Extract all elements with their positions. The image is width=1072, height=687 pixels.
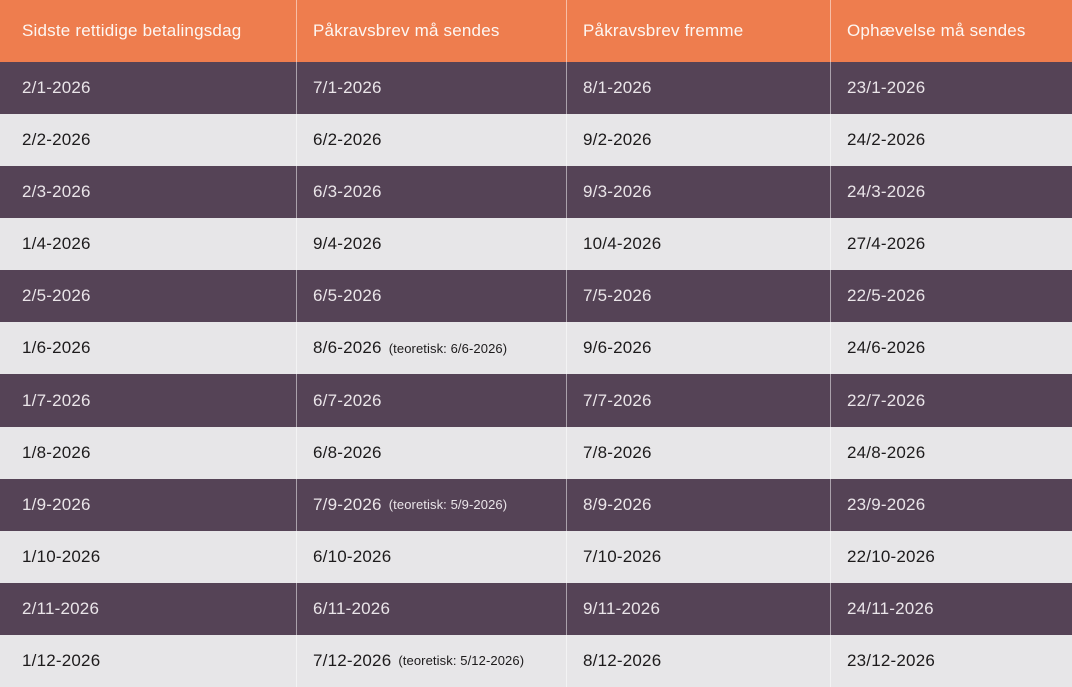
cell-paakravsbrev-fremme: 7/8-2026 — [566, 427, 830, 479]
cell-paakravsbrev-fremme: 7/7-2026 — [566, 374, 830, 426]
cell-paakravsbrev-sendes — [296, 322, 566, 374]
cell-betalingsdag: 2/2-2026 — [22, 130, 91, 150]
cell-note: (teoretisk: 6/6-2026) — [388, 340, 508, 356]
cell-date: 7/1-2026 — [313, 78, 382, 98]
table-row — [0, 62, 1072, 114]
cell-date: 6/10-2026 — [313, 546, 392, 566]
cell-date: 7/12-2026 — [313, 650, 392, 670]
cell-paakravsbrev-fremme: 7/10-2026 — [566, 531, 830, 583]
table-row — [0, 635, 1072, 687]
column-header-ophaevelse-maa-sendes: Ophævelse må sendes — [830, 0, 1072, 62]
cell-ophaevelse: 24/3-2026 — [830, 166, 1072, 218]
cell-paakravsbrev-sendes — [296, 531, 566, 583]
cell-betalingsdag: 2/5-2026 — [22, 286, 91, 306]
cell-paakravsbrev-sendes — [296, 479, 566, 531]
cell-paakravsbrev-fremme: 8/1-2026 — [566, 62, 830, 114]
table-row — [0, 583, 1072, 635]
cell-ophaevelse: 27/4-2026 — [830, 218, 1072, 270]
cell-betalingsdag: 1/9-2026 — [22, 494, 91, 514]
table-row — [0, 479, 1072, 531]
cell-betalingsdag: 1/4-2026 — [22, 234, 91, 254]
cell-paakravsbrev-fremme: 9/6-2026 — [566, 322, 830, 374]
cell-betalingsdag: 2/3-2026 — [22, 182, 91, 202]
cell-paakravsbrev-fremme: 8/9-2026 — [566, 479, 830, 531]
cell-betalingsdag: 2/11-2026 — [22, 598, 100, 618]
cell-paakravsbrev-fremme: 9/3-2026 — [566, 166, 830, 218]
table-row — [0, 322, 1072, 374]
cell-paakravsbrev-fremme: 8/12-2026 — [566, 635, 830, 687]
cell-ophaevelse: 23/9-2026 — [830, 479, 1072, 531]
cell-paakravsbrev-sendes — [296, 427, 566, 479]
cell-ophaevelse: 23/12-2026 — [830, 635, 1072, 687]
table-row — [0, 166, 1072, 218]
cell-note: (teoretisk: 5/12-2026) — [398, 653, 525, 669]
cell-paakravsbrev-sendes — [296, 166, 566, 218]
table-row — [0, 531, 1072, 583]
cell-betalingsdag: 1/8-2026 — [22, 442, 91, 462]
cell-date: 6/8-2026 — [313, 442, 382, 462]
cell-paakravsbrev-sendes — [296, 583, 566, 635]
cell-ophaevelse: 22/7-2026 — [830, 374, 1072, 426]
cell-date: 6/3-2026 — [313, 182, 382, 202]
cell-paakravsbrev-sendes — [296, 218, 566, 270]
cell-ophaevelse: 23/1-2026 — [830, 62, 1072, 114]
table-row — [0, 114, 1072, 166]
table-row — [0, 427, 1072, 479]
cell-paakravsbrev-sendes — [296, 635, 566, 687]
table-row — [0, 218, 1072, 270]
cell-ophaevelse: 22/5-2026 — [830, 270, 1072, 322]
cell-ophaevelse: 24/11-2026 — [830, 583, 1072, 635]
cell-paakravsbrev-fremme: 10/4-2026 — [566, 218, 830, 270]
cell-betalingsdag: 1/7-2026 — [22, 390, 91, 410]
cell-date: 7/9-2026 — [313, 494, 382, 514]
table-header-row — [0, 0, 1072, 62]
cell-ophaevelse: 22/10-2026 — [830, 531, 1072, 583]
cell-betalingsdag: 1/12-2026 — [22, 650, 101, 670]
cell-paakravsbrev-fremme: 7/5-2026 — [566, 270, 830, 322]
cell-date: 6/7-2026 — [313, 390, 382, 410]
cell-paakravsbrev-sendes — [296, 62, 566, 114]
cell-betalingsdag: 1/10-2026 — [22, 546, 101, 566]
cell-paakravsbrev-sendes — [296, 270, 566, 322]
cell-date: 9/4-2026 — [313, 234, 382, 254]
column-header-paakravsbrev-maa-sendes: Påkravsbrev må sendes — [296, 0, 566, 62]
column-header-paakravsbrev-fremme: Påkravsbrev fremme — [566, 0, 830, 62]
cell-date: 6/5-2026 — [313, 286, 382, 306]
cell-paakravsbrev-sendes — [296, 374, 566, 426]
cell-ophaevelse: 24/6-2026 — [830, 322, 1072, 374]
cell-ophaevelse: 24/8-2026 — [830, 427, 1072, 479]
cell-paakravsbrev-fremme: 9/2-2026 — [566, 114, 830, 166]
cell-note: (teoretisk: 5/9-2026) — [388, 497, 508, 513]
cell-paakravsbrev-sendes — [296, 114, 566, 166]
cell-betalingsdag: 1/6-2026 — [22, 338, 91, 358]
cell-ophaevelse: 24/2-2026 — [830, 114, 1072, 166]
cell-betalingsdag: 2/1-2026 — [22, 78, 91, 98]
cell-date: 6/2-2026 — [313, 130, 382, 150]
cell-date: 8/6-2026 — [313, 338, 382, 358]
cell-paakravsbrev-fremme: 9/11-2026 — [566, 583, 830, 635]
table-row — [0, 270, 1072, 322]
cell-date: 6/11-2026 — [313, 598, 391, 618]
column-header-sidste-rettidige-betalingsdag: Sidste rettidige betalingsdag — [22, 21, 242, 40]
table-row — [0, 374, 1072, 426]
